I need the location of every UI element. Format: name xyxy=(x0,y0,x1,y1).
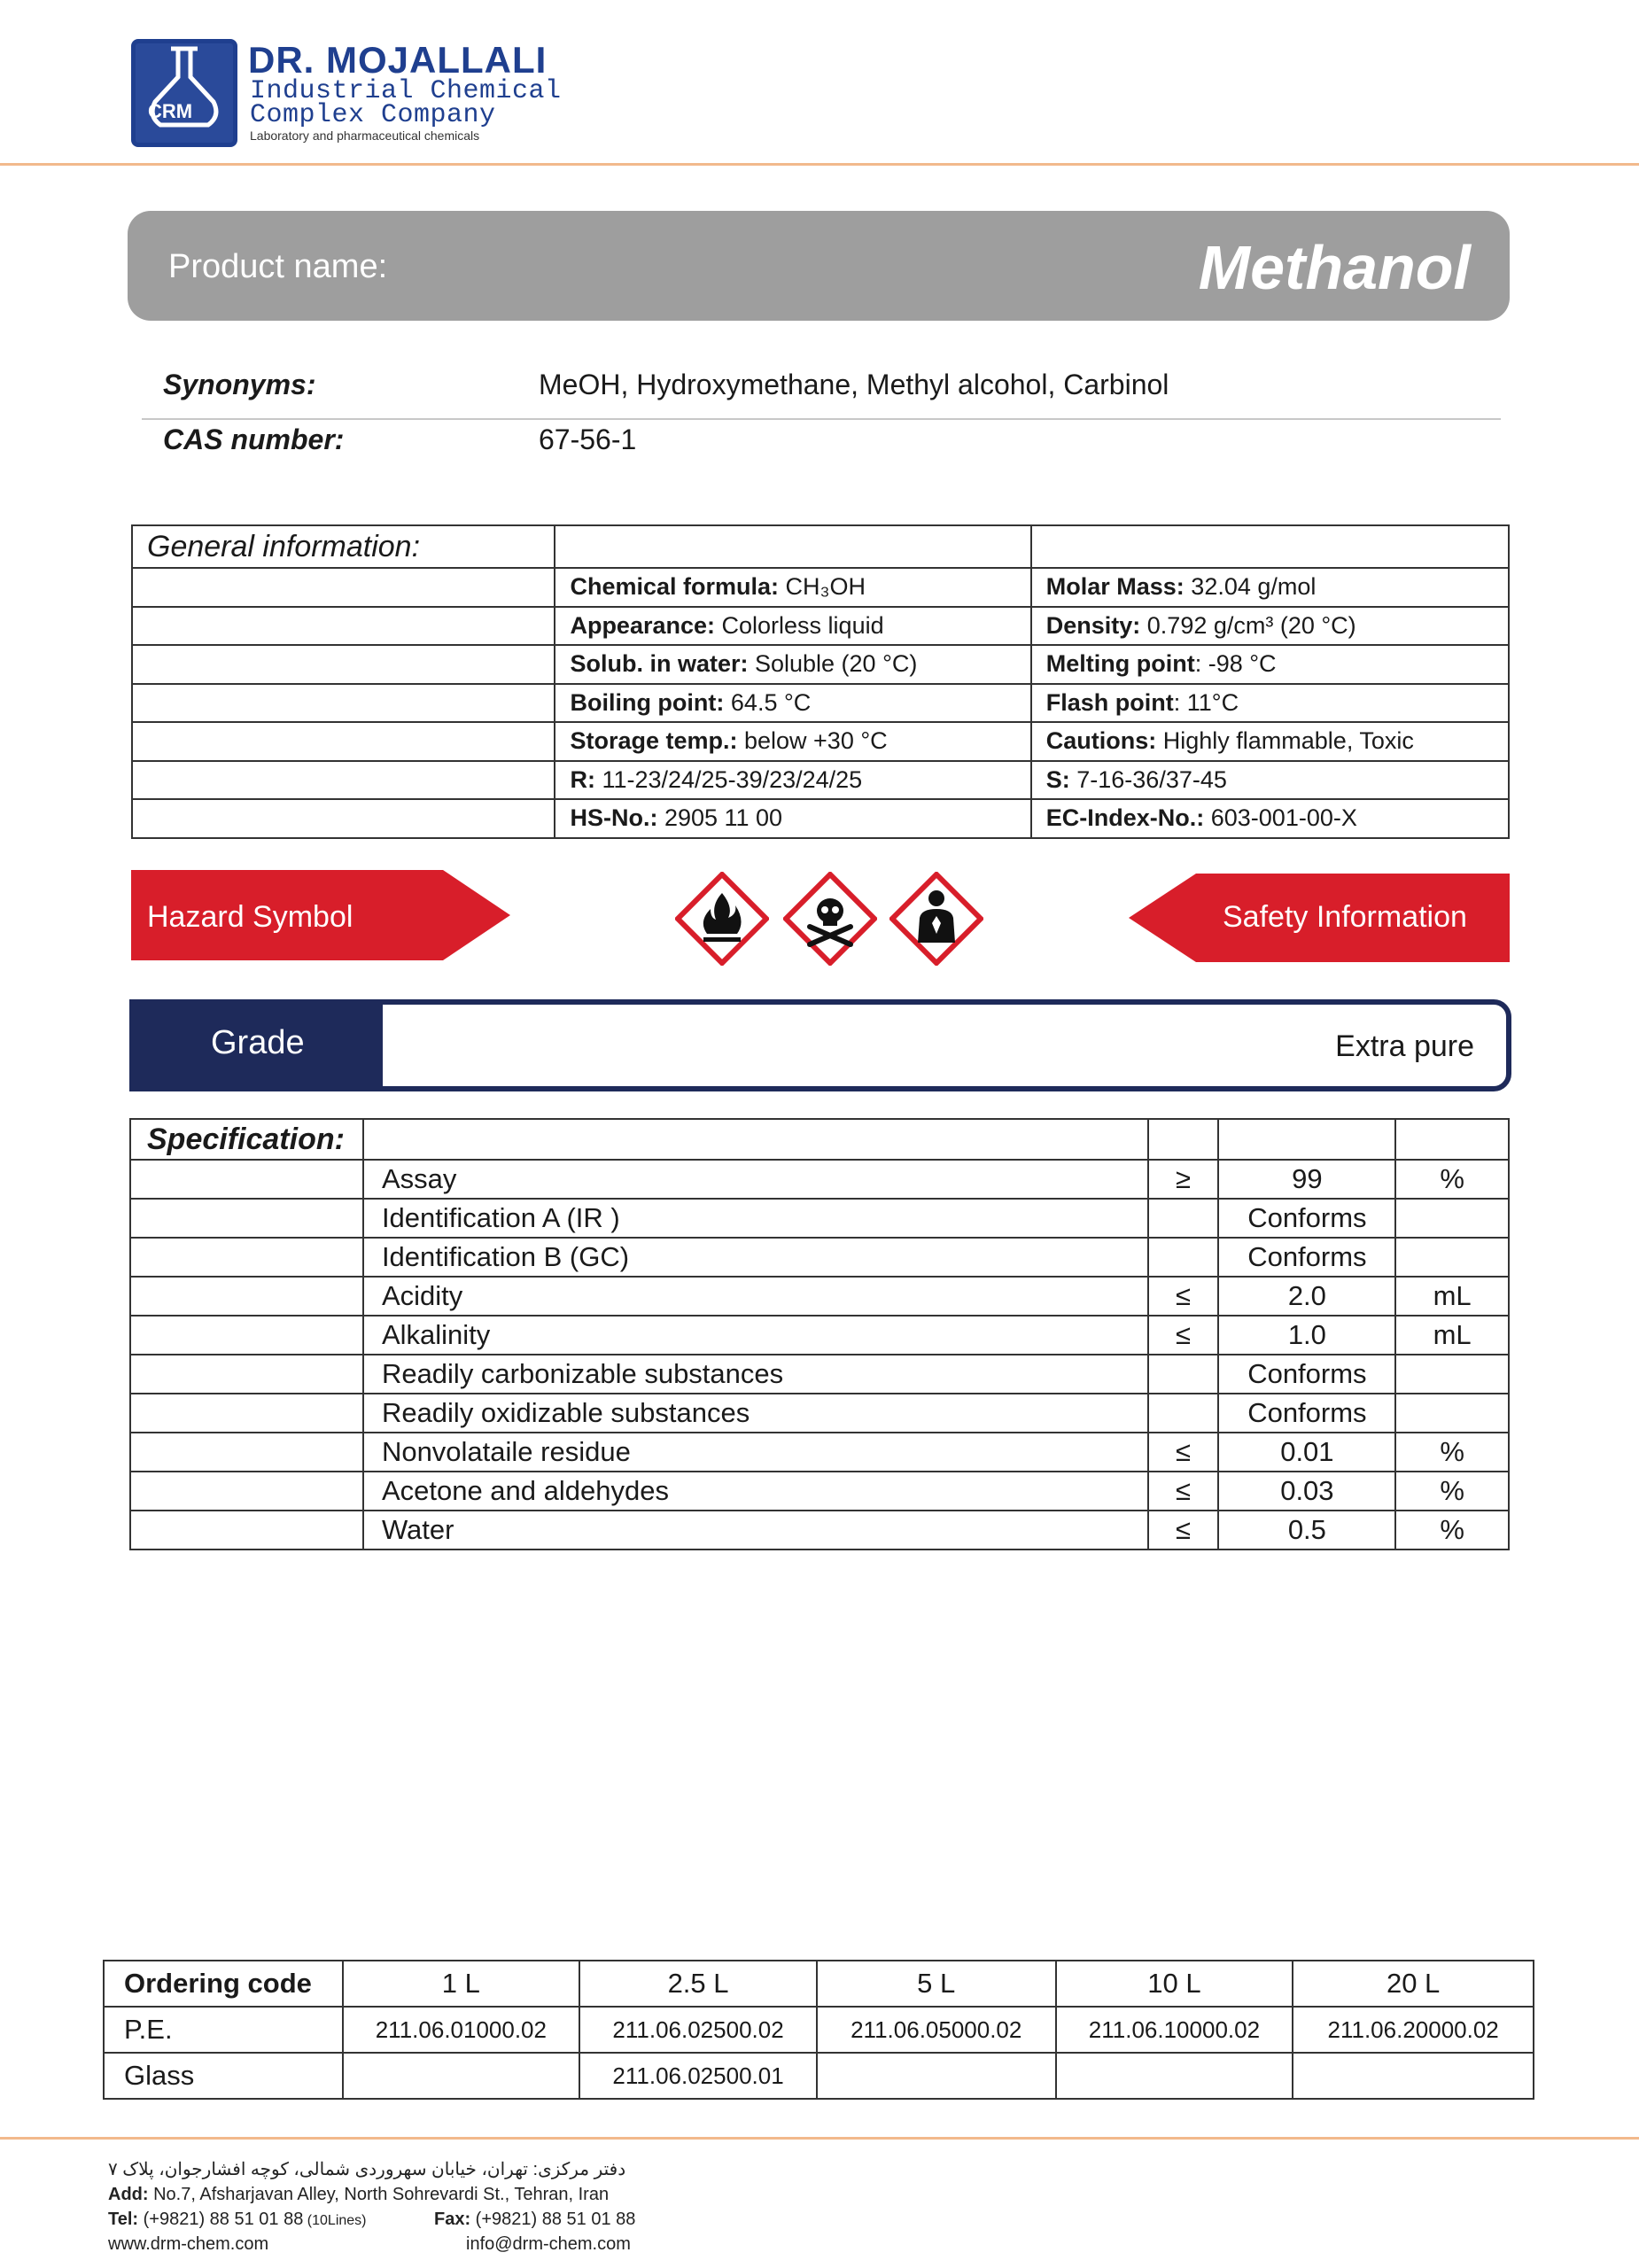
spec-operator xyxy=(1148,1199,1219,1238)
spec-value: 0.5 xyxy=(1218,1511,1395,1550)
density-value: 0.792 g/cm³ (20 °C) xyxy=(1140,611,1356,639)
spec-name: Water xyxy=(363,1511,1148,1550)
r-phrases-label: R: xyxy=(570,765,595,793)
solubility-value: Soluble (20 °C) xyxy=(748,650,918,678)
ordering-code-table xyxy=(103,1960,1534,2100)
spec-name: Identification B (GC) xyxy=(363,1238,1148,1277)
order-code: 211.06.01000.02 xyxy=(343,2007,580,2053)
spec-unit xyxy=(1395,1355,1509,1394)
table-row xyxy=(132,722,1509,761)
spec-name: Acetone and aldehydes xyxy=(363,1472,1148,1511)
logo-mark-text: CRM xyxy=(148,100,193,122)
grade-value: Extra pure xyxy=(1335,1029,1474,1063)
spec-operator xyxy=(1148,1238,1219,1277)
size-header: 2.5 L xyxy=(579,1961,817,2007)
order-code: 211.06.02500.01 xyxy=(579,2053,817,2099)
table-row xyxy=(130,1355,1509,1394)
spec-operator xyxy=(1148,1394,1219,1433)
size-header: 10 L xyxy=(1056,1961,1293,2007)
skull-crossbones-icon xyxy=(783,872,877,966)
spec-name: Readily oxidizable substances xyxy=(363,1394,1148,1433)
spec-unit xyxy=(1395,1394,1509,1433)
footer-divider xyxy=(0,2137,1639,2140)
spec-value: Conforms xyxy=(1218,1199,1395,1238)
storage-temp-label: Storage temp.: xyxy=(570,727,738,755)
order-code: 211.06.20000.02 xyxy=(1293,2007,1534,2053)
table-row xyxy=(130,1316,1509,1355)
specification-table xyxy=(129,1118,1510,1550)
spec-value: 99 xyxy=(1218,1160,1395,1199)
solubility-label: Solub. in water: xyxy=(570,650,749,678)
spec-name: Nonvolataile residue xyxy=(363,1433,1148,1472)
safety-information-label: Safety Information xyxy=(1223,900,1467,934)
health-hazard-icon xyxy=(889,872,983,966)
spec-operator: ≤ xyxy=(1148,1433,1219,1472)
spec-value: Conforms xyxy=(1218,1394,1395,1433)
table-row xyxy=(130,1472,1509,1511)
table-row xyxy=(130,1277,1509,1316)
footer-website[interactable]: www.drm-chem.com xyxy=(108,2234,269,2254)
spec-value: Conforms xyxy=(1218,1355,1395,1394)
melting-point-value: : -98 °C xyxy=(1194,650,1277,678)
table-row xyxy=(132,568,1509,607)
spec-operator: ≤ xyxy=(1148,1277,1219,1316)
ec-index-value: 603-001-00-X xyxy=(1204,804,1357,832)
spec-unit: % xyxy=(1395,1433,1509,1472)
flash-point-label: Flash point xyxy=(1045,688,1174,716)
spec-value: 0.01 xyxy=(1218,1433,1395,1472)
footer-phone: Tel: (+9821) 88 51 01 88 (10Lines) xyxy=(108,2210,367,2229)
ordering-code-heading: Ordering code xyxy=(104,1961,343,2007)
size-header: 20 L xyxy=(1293,1961,1534,2007)
synonyms-divider xyxy=(142,418,1501,420)
table-row xyxy=(132,761,1509,800)
molar-mass-value: 32.04 g/mol xyxy=(1184,573,1317,601)
flash-point-value: : 11°C xyxy=(1173,688,1239,716)
spec-name: Acidity xyxy=(363,1277,1148,1316)
spec-name: Assay xyxy=(363,1160,1148,1199)
cautions-label: Cautions: xyxy=(1045,727,1157,755)
spec-unit: % xyxy=(1395,1160,1509,1199)
company-tagline: Laboratory and pharmaceutical chemicals xyxy=(250,128,480,143)
order-code: 211.06.05000.02 xyxy=(817,2007,1056,2053)
spec-operator: ≤ xyxy=(1148,1472,1219,1511)
appearance-label: Appearance: xyxy=(570,611,716,639)
cas-value: 67-56-1 xyxy=(539,423,637,455)
table-row xyxy=(104,2053,1534,2099)
packaging-type: Glass xyxy=(104,2053,343,2099)
spec-operator: ≥ xyxy=(1148,1160,1219,1199)
company-subtitle-1: Industrial Chemical xyxy=(250,76,562,106)
flame-icon xyxy=(675,872,769,966)
table-row xyxy=(130,1433,1509,1472)
company-logo xyxy=(131,39,237,147)
order-code: 211.06.10000.02 xyxy=(1056,2007,1293,2053)
footer-address: Add: No.7, Afsharjavan Alley, North Sohrevardi St., Tehran, Iran xyxy=(108,2185,610,2204)
order-code xyxy=(343,2053,580,2099)
table-row xyxy=(104,1961,1534,2007)
order-code xyxy=(1056,2053,1293,2099)
order-code xyxy=(817,2053,1056,2099)
synonyms-label: Synonyms: xyxy=(163,369,316,400)
boiling-point-value: 64.5 °C xyxy=(724,688,812,716)
density-label: Density: xyxy=(1045,611,1141,639)
table-row xyxy=(104,2007,1534,2053)
table-row xyxy=(130,1238,1509,1277)
spec-value: 0.03 xyxy=(1218,1472,1395,1511)
r-phrases-value: 11-23/24/25-39/23/24/25 xyxy=(594,765,863,793)
cas-label: CAS number: xyxy=(163,423,345,455)
spec-unit: % xyxy=(1395,1511,1509,1550)
table-row xyxy=(130,1199,1509,1238)
appearance-value: Colorless liquid xyxy=(715,611,884,639)
specification-heading: Specification: xyxy=(130,1119,363,1160)
spec-unit: mL xyxy=(1395,1316,1509,1355)
size-header: 5 L xyxy=(817,1961,1056,2007)
spec-unit xyxy=(1395,1199,1509,1238)
table-row xyxy=(132,684,1509,723)
boiling-point-label: Boiling point: xyxy=(570,688,725,716)
spec-name: Identification A (IR ) xyxy=(363,1199,1148,1238)
table-row xyxy=(132,525,1509,568)
spec-value: Conforms xyxy=(1218,1238,1395,1277)
company-subtitle-2: Complex Company xyxy=(250,100,496,130)
cautions-value: Highly flammable, Toxic xyxy=(1156,727,1414,755)
chemical-formula-label: Chemical formula: xyxy=(570,573,780,601)
order-code: 211.06.02500.02 xyxy=(579,2007,817,2053)
hs-no-label: HS-No.: xyxy=(570,804,658,832)
spec-operator: ≤ xyxy=(1148,1511,1219,1550)
table-row xyxy=(132,645,1509,684)
product-name: Methanol xyxy=(1198,233,1471,302)
spec-value: 1.0 xyxy=(1218,1316,1395,1355)
order-code xyxy=(1293,2053,1534,2099)
size-header: 1 L xyxy=(343,1961,580,2007)
table-row xyxy=(132,607,1509,646)
hazard-symbol-label: Hazard Symbol xyxy=(147,900,353,934)
spec-unit: mL xyxy=(1395,1277,1509,1316)
spec-operator xyxy=(1148,1355,1219,1394)
spec-name: Readily carbonizable substances xyxy=(363,1355,1148,1394)
table-row xyxy=(130,1394,1509,1433)
ec-index-label: EC-Index-No.: xyxy=(1045,804,1205,832)
table-row xyxy=(130,1160,1509,1199)
spec-unit: % xyxy=(1395,1472,1509,1511)
footer-email[interactable]: info@drm-chem.com xyxy=(466,2234,631,2254)
s-phrases-value: 7-16-36/37-45 xyxy=(1069,765,1227,793)
spec-operator: ≤ xyxy=(1148,1316,1219,1355)
grade-label: Grade xyxy=(211,1024,305,1061)
spec-value: 2.0 xyxy=(1218,1277,1395,1316)
synonyms-value: MeOH, Hydroxymethane, Methyl alcohol, Carbinol xyxy=(539,369,1169,400)
company-name: DR. MOJALLALI xyxy=(248,39,548,81)
packaging-type: P.E. xyxy=(104,2007,343,2053)
general-information-heading: General information: xyxy=(132,525,555,568)
footer-address-persian: دفتر مرکزی: تهران، خیابان سهروردی شمالی، کوچه افشارجوان، پلاک ۷ xyxy=(108,2160,626,2179)
general-information-table xyxy=(131,524,1510,839)
chemical-formula-value: CH₃OH xyxy=(779,573,866,601)
table-row xyxy=(132,799,1509,838)
table-row xyxy=(130,1119,1509,1160)
spec-name: Alkalinity xyxy=(363,1316,1148,1355)
molar-mass-label: Molar Mass: xyxy=(1045,573,1185,601)
spec-unit xyxy=(1395,1238,1509,1277)
flask-logo-icon xyxy=(136,43,233,143)
hs-no-value: 2905 11 00 xyxy=(657,804,783,832)
storage-temp-value: below +30 °C xyxy=(737,727,888,755)
s-phrases-label: S: xyxy=(1045,765,1070,793)
footer-fax: Fax: (+9821) 88 51 01 88 xyxy=(434,2210,636,2229)
table-row xyxy=(130,1511,1509,1550)
product-name-label: Product name: xyxy=(168,248,388,285)
header-divider xyxy=(0,163,1639,166)
melting-point-label: Melting point xyxy=(1045,650,1195,678)
